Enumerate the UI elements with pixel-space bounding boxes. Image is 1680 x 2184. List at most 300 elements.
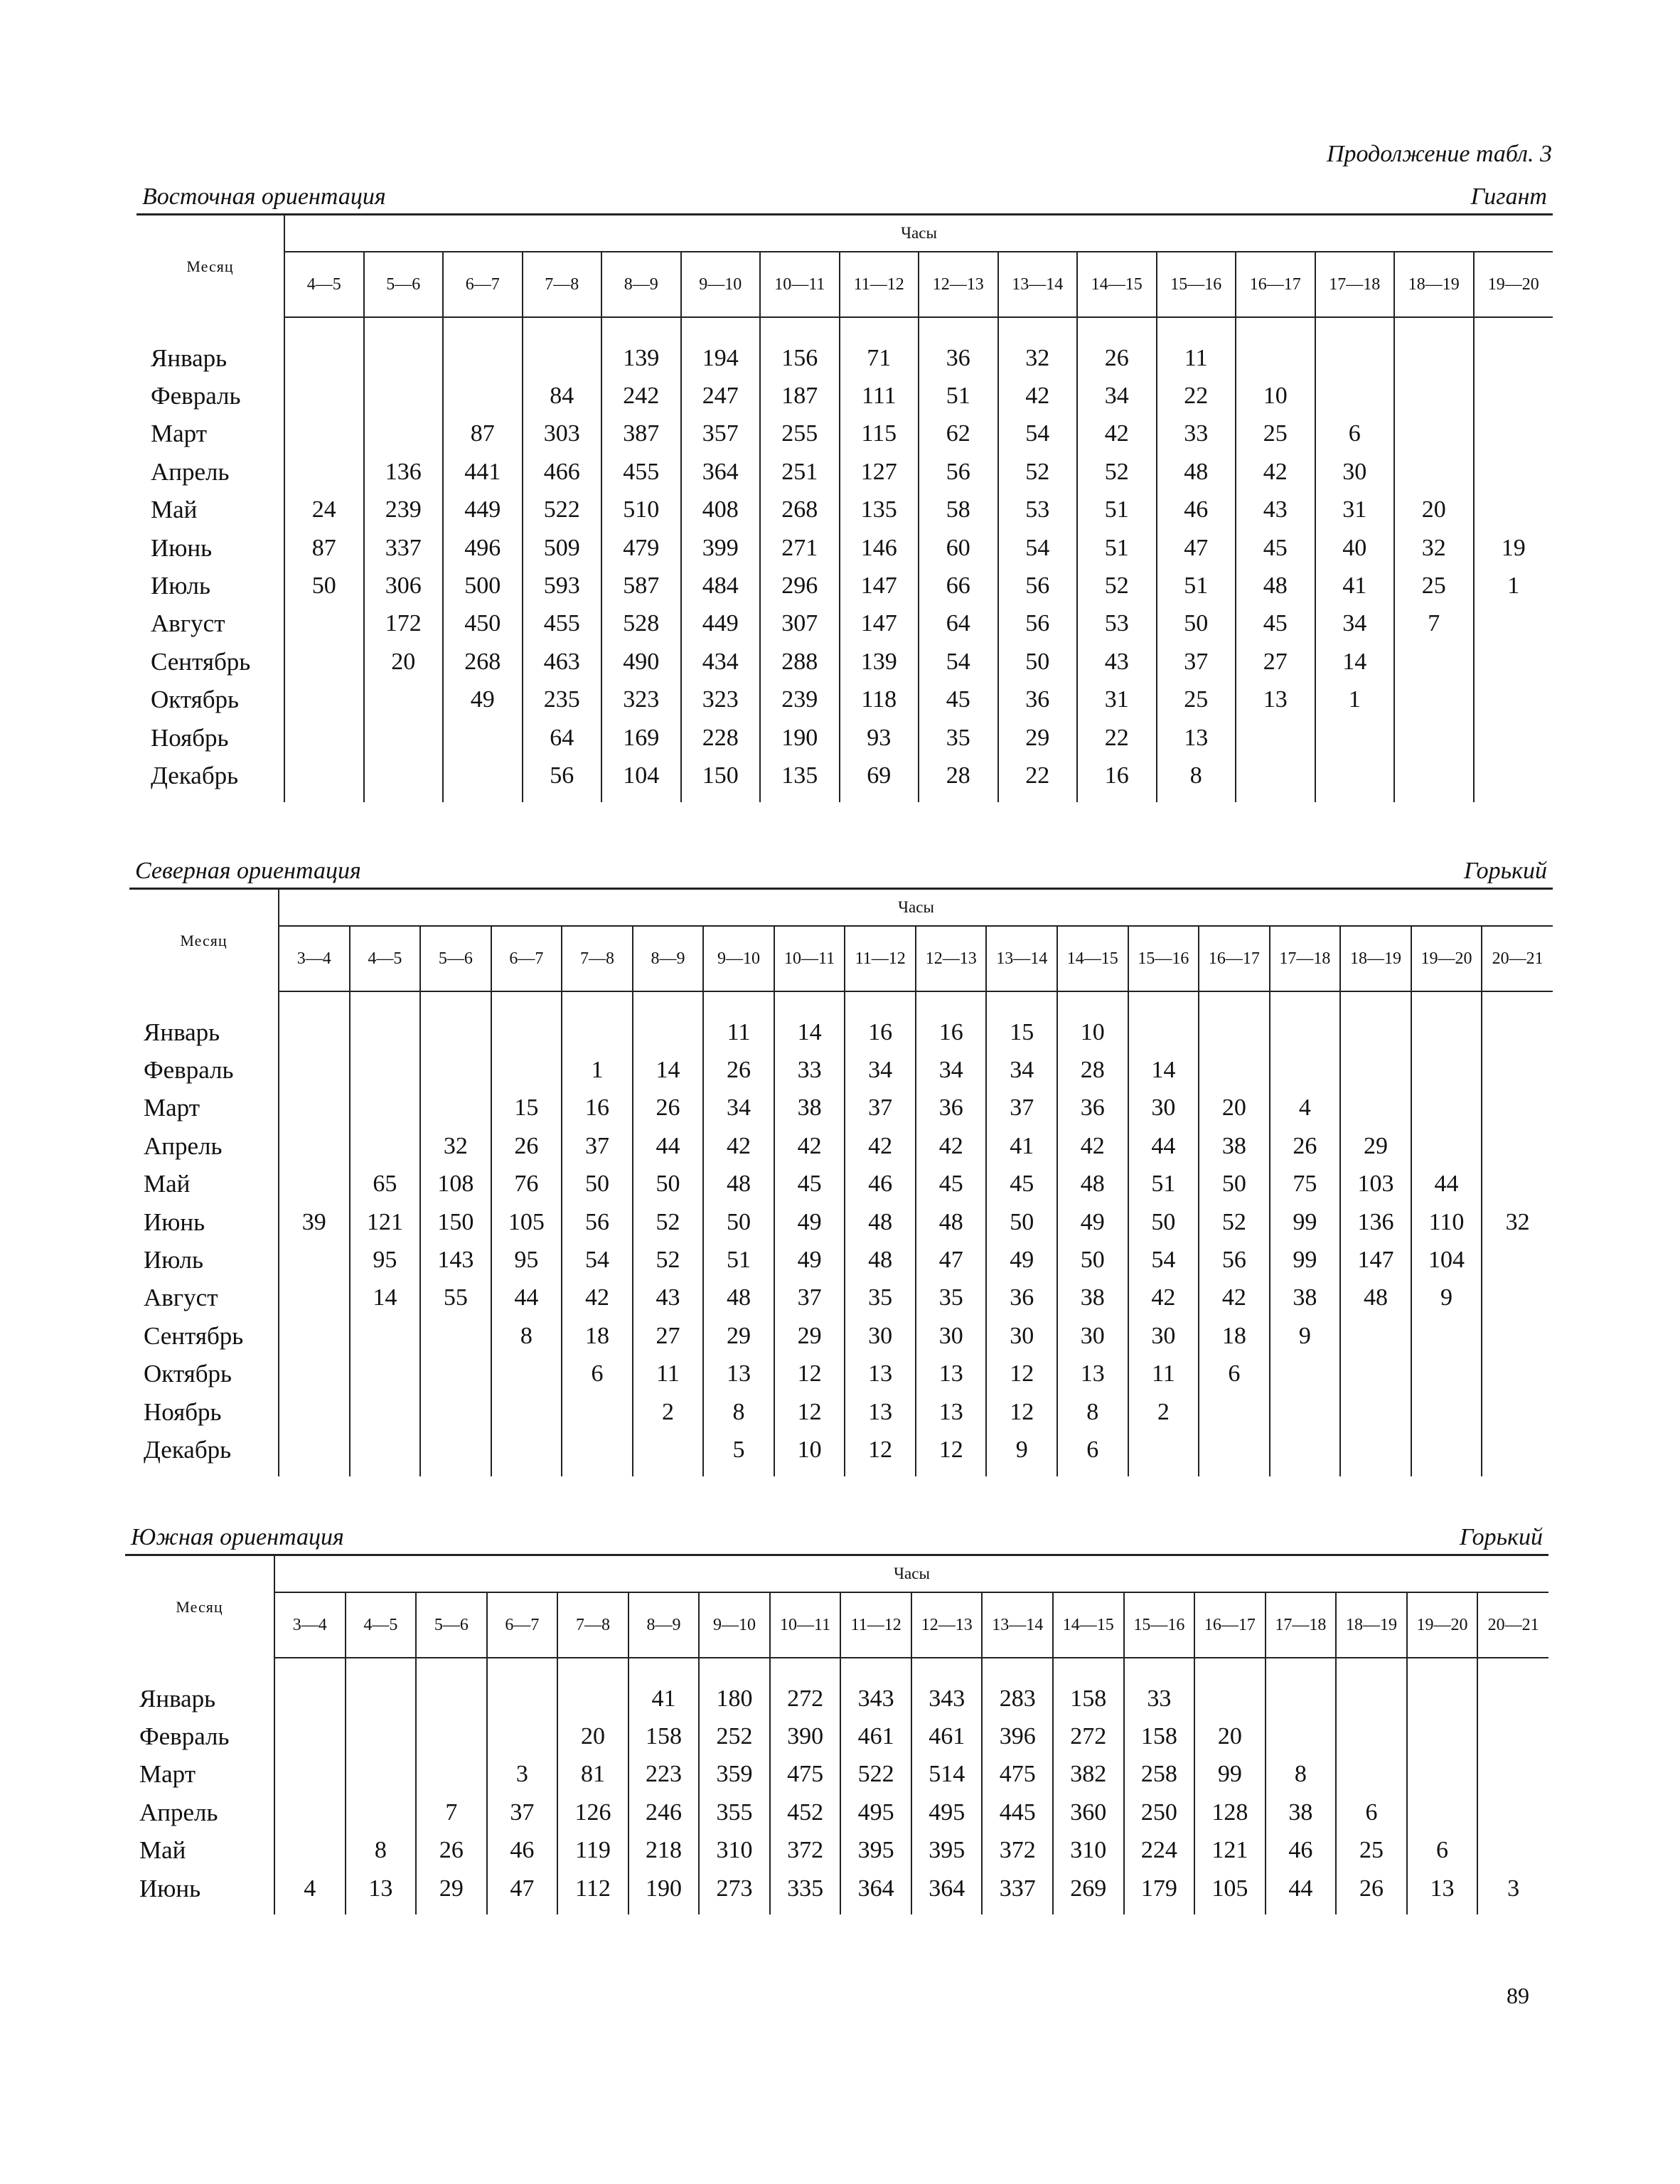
hour-column-header: 10—11	[774, 926, 845, 991]
hour-column-header: 6—7	[491, 926, 562, 991]
value-cell: 76	[491, 1166, 562, 1203]
value-cell: 50	[284, 567, 364, 604]
value-cell: 143	[420, 1241, 491, 1279]
value-cell: 64	[523, 719, 602, 757]
value-cell	[1340, 1013, 1411, 1051]
value-cell: 150	[681, 757, 761, 801]
value-cell: 250	[1124, 1794, 1195, 1831]
value-cell	[279, 1317, 350, 1355]
value-cell: 496	[443, 529, 523, 567]
value-cell: 121	[1194, 1832, 1266, 1870]
value-cell: 463	[523, 643, 602, 681]
value-cell: 239	[760, 681, 840, 719]
value-cell: 45	[916, 1166, 987, 1203]
value-cell: 49	[1057, 1203, 1128, 1241]
value-cell: 16	[562, 1090, 633, 1127]
month-label: Январь	[139, 1684, 216, 1712]
hour-column-header: 18—19	[1340, 926, 1411, 991]
value-cell: 51	[703, 1241, 774, 1279]
value-cell	[279, 1241, 350, 1279]
section-east	[137, 178, 1553, 802]
value-cell: 30	[1128, 1090, 1199, 1127]
value-cell: 42	[1057, 1127, 1128, 1165]
month-label: Сентябрь	[151, 647, 251, 676]
value-cell: 49	[774, 1241, 845, 1279]
value-cell: 44	[1411, 1166, 1482, 1203]
value-cell: 12	[986, 1393, 1057, 1431]
value-cell: 12	[845, 1431, 916, 1476]
value-cell	[364, 377, 444, 415]
month-label: Апрель	[144, 1131, 223, 1160]
hour-column-header: 15—16	[1128, 926, 1199, 991]
table-row	[137, 681, 1553, 719]
value-cell	[1474, 377, 1553, 415]
value-cell: 190	[628, 1870, 700, 1914]
value-cell: 39	[279, 1203, 350, 1241]
hour-column-header: 5—6	[416, 1592, 487, 1658]
table-body	[125, 1658, 1548, 1914]
value-cell	[284, 339, 364, 377]
hours-header-row	[125, 1592, 1548, 1658]
value-cell: 258	[1124, 1756, 1195, 1794]
value-cell: 343	[911, 1680, 983, 1717]
value-cell: 128	[1194, 1794, 1266, 1831]
hour-column-header: 18—19	[1336, 1592, 1407, 1658]
month-label: Ноябрь	[144, 1397, 222, 1426]
value-cell: 8	[1157, 757, 1236, 801]
value-cell: 71	[840, 339, 919, 377]
value-cell: 65	[350, 1166, 421, 1203]
value-cell: 46	[845, 1166, 916, 1203]
value-cell: 3	[487, 1756, 558, 1794]
value-cell: 42	[845, 1127, 916, 1165]
value-cell: 224	[1124, 1832, 1195, 1870]
value-cell: 52	[1077, 453, 1157, 491]
value-cell: 372	[982, 1832, 1053, 1870]
table-row	[129, 1127, 1553, 1165]
value-cell: 187	[760, 377, 840, 415]
value-cell: 12	[916, 1431, 987, 1476]
value-cell	[274, 1794, 346, 1831]
value-cell: 54	[919, 643, 998, 681]
value-cell: 51	[1128, 1166, 1199, 1203]
hour-column-header: 4—5	[350, 926, 421, 991]
value-cell: 364	[840, 1870, 911, 1914]
value-cell: 66	[919, 567, 998, 604]
table-row	[125, 1832, 1548, 1870]
value-cell: 147	[1340, 1241, 1411, 1279]
value-cell: 56	[919, 453, 998, 491]
value-cell	[346, 1794, 417, 1831]
value-cell: 37	[487, 1794, 558, 1831]
value-cell: 14	[633, 1051, 704, 1089]
hour-column-header: 11—12	[845, 926, 916, 991]
value-cell: 28	[1057, 1051, 1128, 1089]
value-cell	[491, 1051, 562, 1089]
month-label: Январь	[144, 1018, 220, 1046]
value-cell: 30	[845, 1317, 916, 1355]
value-cell: 42	[774, 1127, 845, 1165]
value-cell: 10	[1057, 1013, 1128, 1051]
value-cell	[284, 415, 364, 453]
table-body	[129, 991, 1553, 1476]
value-cell: 99	[1270, 1241, 1341, 1279]
value-cell	[523, 339, 602, 377]
value-cell: 30	[1128, 1317, 1199, 1355]
value-cell: 2	[1128, 1393, 1199, 1431]
hours-column-header: Часы	[279, 889, 1553, 927]
value-cell	[1407, 1717, 1478, 1755]
value-cell	[1394, 719, 1474, 757]
value-cell: 9	[1270, 1317, 1341, 1355]
value-cell: 146	[840, 529, 919, 567]
value-cell	[1199, 1393, 1270, 1431]
value-cell: 51	[1077, 529, 1157, 567]
month-label: Июль	[144, 1246, 203, 1274]
value-cell: 54	[998, 529, 1078, 567]
value-cell	[1394, 681, 1474, 719]
value-cell	[1407, 1680, 1478, 1717]
value-cell	[364, 339, 444, 377]
value-cell	[443, 757, 523, 801]
table-row	[137, 529, 1553, 567]
section-title: Северная ориентация	[135, 858, 361, 884]
value-cell: 42	[1236, 453, 1315, 491]
month-label: Декабрь	[144, 1435, 232, 1464]
value-cell: 247	[681, 377, 761, 415]
value-cell	[279, 1431, 350, 1476]
value-cell: 51	[1157, 567, 1236, 604]
month-label: Март	[144, 1094, 200, 1122]
value-cell: 528	[601, 605, 681, 643]
value-cell	[487, 1680, 558, 1717]
value-cell: 6	[1336, 1794, 1407, 1831]
value-cell	[1270, 1013, 1341, 1051]
value-cell: 306	[364, 567, 444, 604]
value-cell: 1	[562, 1051, 633, 1089]
value-cell: 121	[350, 1203, 421, 1241]
value-cell: 53	[1077, 605, 1157, 643]
value-cell: 172	[364, 605, 444, 643]
value-cell	[1482, 1279, 1553, 1317]
value-cell: 8	[703, 1393, 774, 1431]
section-title: Южная ориентация	[131, 1524, 344, 1550]
hour-column-header: 7—8	[557, 1592, 628, 1658]
value-cell: 29	[998, 719, 1078, 757]
month-label: Апрель	[139, 1798, 218, 1826]
value-cell: 269	[1053, 1870, 1124, 1914]
value-cell: 46	[1266, 1832, 1337, 1870]
value-cell: 14	[350, 1279, 421, 1317]
value-cell: 126	[557, 1794, 628, 1831]
month-column-header: Месяц	[125, 1555, 274, 1658]
value-cell	[279, 1355, 350, 1393]
value-cell	[284, 681, 364, 719]
value-cell: 22	[998, 757, 1078, 801]
value-cell: 364	[911, 1870, 983, 1914]
value-cell	[487, 1717, 558, 1755]
hour-column-header: 5—6	[420, 926, 491, 991]
value-cell	[350, 1051, 421, 1089]
value-cell: 56	[998, 567, 1078, 604]
value-cell: 48	[703, 1166, 774, 1203]
value-cell: 268	[443, 643, 523, 681]
value-cell	[1199, 1051, 1270, 1089]
value-cell	[1477, 1680, 1548, 1717]
value-cell: 95	[491, 1241, 562, 1279]
value-cell: 180	[699, 1680, 770, 1717]
hour-column-header: 19—20	[1474, 252, 1553, 317]
section-title: Восточная ориентация	[142, 183, 386, 210]
table-row	[137, 605, 1553, 643]
value-cell	[1199, 1431, 1270, 1476]
hour-column-header: 4—5	[346, 1592, 417, 1658]
value-cell	[420, 1013, 491, 1051]
value-cell: 30	[1057, 1317, 1128, 1355]
value-cell: 108	[420, 1166, 491, 1203]
table-row	[125, 1756, 1548, 1794]
value-cell: 48	[1340, 1279, 1411, 1317]
value-cell: 43	[633, 1279, 704, 1317]
value-cell: 111	[840, 377, 919, 415]
value-cell: 461	[840, 1717, 911, 1755]
value-cell	[491, 1355, 562, 1393]
value-cell: 335	[770, 1870, 841, 1914]
value-cell	[562, 1393, 633, 1431]
value-cell: 32	[1482, 1203, 1553, 1241]
hour-column-header: 19—20	[1407, 1592, 1478, 1658]
section-city: Горький	[1464, 858, 1547, 884]
value-cell	[557, 1680, 628, 1717]
value-cell	[1266, 1680, 1337, 1717]
value-cell	[1411, 1431, 1482, 1476]
hour-column-header: 15—16	[1157, 252, 1236, 317]
month-label: Ноябрь	[151, 723, 229, 752]
value-cell: 38	[1199, 1127, 1270, 1165]
value-cell	[1474, 719, 1553, 757]
value-cell: 50	[1057, 1241, 1128, 1279]
table-row	[129, 1279, 1553, 1317]
value-cell	[1407, 1794, 1478, 1831]
hours-header-row	[137, 252, 1553, 317]
value-cell: 38	[1270, 1279, 1341, 1317]
hour-column-header: 8—9	[601, 252, 681, 317]
hour-column-header: 16—17	[1236, 252, 1315, 317]
value-cell: 45	[774, 1166, 845, 1203]
value-cell: 29	[1340, 1127, 1411, 1165]
value-cell	[1266, 1717, 1337, 1755]
value-cell: 60	[919, 529, 998, 567]
table-row	[129, 1317, 1553, 1355]
value-cell: 52	[1077, 567, 1157, 604]
value-cell	[1394, 643, 1474, 681]
value-cell: 36	[986, 1279, 1057, 1317]
value-cell	[350, 1127, 421, 1165]
value-cell: 47	[1157, 529, 1236, 567]
value-cell	[1411, 1127, 1482, 1165]
value-cell: 355	[699, 1794, 770, 1831]
value-cell	[491, 1431, 562, 1476]
value-cell: 44	[633, 1127, 704, 1165]
hour-column-header: 18—19	[1394, 252, 1474, 317]
month-label: Февраль	[139, 1722, 230, 1751]
month-label: Июль	[151, 572, 210, 600]
hours-column-header: Часы	[274, 1555, 1548, 1593]
value-cell: 13	[1057, 1355, 1128, 1393]
value-cell: 15	[491, 1090, 562, 1127]
value-cell: 34	[916, 1051, 987, 1089]
value-cell: 25	[1394, 567, 1474, 604]
value-cell: 13	[845, 1355, 916, 1393]
value-cell: 43	[1236, 491, 1315, 529]
hour-column-header: 17—18	[1266, 1592, 1337, 1658]
hour-column-header: 17—18	[1270, 926, 1341, 991]
value-cell: 51	[1077, 491, 1157, 529]
table-row	[129, 1241, 1553, 1279]
value-cell	[1482, 1090, 1553, 1127]
value-cell: 42	[562, 1279, 633, 1317]
value-cell: 593	[523, 567, 602, 604]
value-cell	[1474, 339, 1553, 377]
value-cell: 52	[633, 1241, 704, 1279]
hour-column-header: 19—20	[1411, 926, 1482, 991]
value-cell	[284, 643, 364, 681]
value-cell: 41	[1315, 567, 1395, 604]
value-cell: 14	[1128, 1051, 1199, 1089]
table-row	[129, 1355, 1553, 1393]
value-cell: 36	[916, 1090, 987, 1127]
value-cell: 13	[845, 1393, 916, 1431]
table-row	[137, 757, 1553, 801]
value-cell: 27	[1236, 643, 1315, 681]
value-cell: 522	[840, 1756, 911, 1794]
value-cell	[279, 1013, 350, 1051]
value-cell: 99	[1194, 1756, 1266, 1794]
value-cell: 53	[998, 491, 1078, 529]
value-cell: 105	[1194, 1870, 1266, 1914]
value-cell: 36	[998, 681, 1078, 719]
value-cell	[1236, 339, 1315, 377]
value-cell: 37	[1157, 643, 1236, 681]
section-city: Гигант	[1470, 183, 1547, 210]
value-cell: 50	[562, 1166, 633, 1203]
value-cell: 45	[919, 681, 998, 719]
value-cell: 48	[1236, 567, 1315, 604]
table-row	[129, 1166, 1553, 1203]
month-label: Февраль	[144, 1056, 234, 1085]
hour-column-header: 6—7	[443, 252, 523, 317]
value-cell: 42	[998, 377, 1078, 415]
value-cell: 50	[1199, 1166, 1270, 1203]
value-cell	[1474, 415, 1553, 453]
value-cell: 22	[1157, 377, 1236, 415]
value-cell	[420, 1317, 491, 1355]
value-cell: 81	[557, 1756, 628, 1794]
value-cell	[350, 1355, 421, 1393]
table-body	[137, 317, 1553, 802]
value-cell: 42	[1077, 415, 1157, 453]
value-cell: 26	[416, 1832, 487, 1870]
value-cell	[274, 1717, 346, 1755]
value-cell: 27	[633, 1317, 704, 1355]
value-cell: 33	[1124, 1680, 1195, 1717]
hours-column-header: Часы	[284, 215, 1553, 252]
table-row	[137, 567, 1553, 604]
value-cell: 12	[774, 1355, 845, 1393]
value-cell	[1482, 1431, 1553, 1476]
value-cell: 11	[633, 1355, 704, 1393]
value-cell	[420, 1051, 491, 1089]
value-cell	[1411, 1051, 1482, 1089]
value-cell: 99	[1270, 1203, 1341, 1241]
value-cell: 139	[601, 339, 681, 377]
value-cell: 6	[1315, 415, 1395, 453]
hour-column-header: 3—4	[274, 1592, 346, 1658]
table-row	[129, 1393, 1553, 1431]
value-cell: 87	[443, 415, 523, 453]
value-cell: 34	[1077, 377, 1157, 415]
value-cell: 44	[491, 1279, 562, 1317]
value-cell: 62	[919, 415, 998, 453]
hour-column-header: 12—13	[916, 926, 987, 991]
value-cell: 18	[1199, 1317, 1270, 1355]
hour-column-header: 12—13	[919, 252, 998, 317]
value-cell: 45	[1236, 605, 1315, 643]
value-cell	[1340, 1431, 1411, 1476]
value-cell: 36	[919, 339, 998, 377]
table-row	[125, 1794, 1548, 1831]
value-cell	[1340, 1051, 1411, 1089]
value-cell: 452	[770, 1794, 841, 1831]
section-north	[129, 852, 1553, 1476]
value-cell: 20	[364, 643, 444, 681]
value-cell: 119	[557, 1832, 628, 1870]
value-cell: 55	[420, 1279, 491, 1317]
value-cell: 272	[1053, 1717, 1124, 1755]
hour-column-header: 5—6	[364, 252, 444, 317]
month-label: Март	[139, 1760, 196, 1789]
value-cell	[1270, 1051, 1341, 1089]
month-label: Май	[144, 1170, 191, 1198]
value-cell	[284, 605, 364, 643]
value-cell: 34	[703, 1090, 774, 1127]
value-cell: 104	[1411, 1241, 1482, 1279]
value-cell	[1340, 1090, 1411, 1127]
value-cell	[1394, 757, 1474, 801]
value-cell	[633, 1431, 704, 1476]
value-cell: 135	[760, 757, 840, 801]
value-cell: 26	[703, 1051, 774, 1089]
value-cell: 54	[998, 415, 1078, 453]
data-table	[129, 888, 1553, 1476]
value-cell: 272	[770, 1680, 841, 1717]
value-cell: 20	[1394, 491, 1474, 529]
value-cell	[1411, 1355, 1482, 1393]
value-cell: 49	[443, 681, 523, 719]
value-cell	[416, 1717, 487, 1755]
hour-column-header: 20—21	[1482, 926, 1553, 991]
value-cell	[633, 1013, 704, 1051]
value-cell: 15	[986, 1013, 1057, 1051]
value-cell	[1236, 719, 1315, 757]
value-cell: 337	[982, 1870, 1053, 1914]
value-cell: 235	[523, 681, 602, 719]
value-cell: 50	[703, 1203, 774, 1241]
value-cell: 42	[1128, 1279, 1199, 1317]
month-label: Декабрь	[151, 761, 239, 789]
month-label: Июнь	[144, 1208, 205, 1236]
value-cell: 49	[774, 1203, 845, 1241]
